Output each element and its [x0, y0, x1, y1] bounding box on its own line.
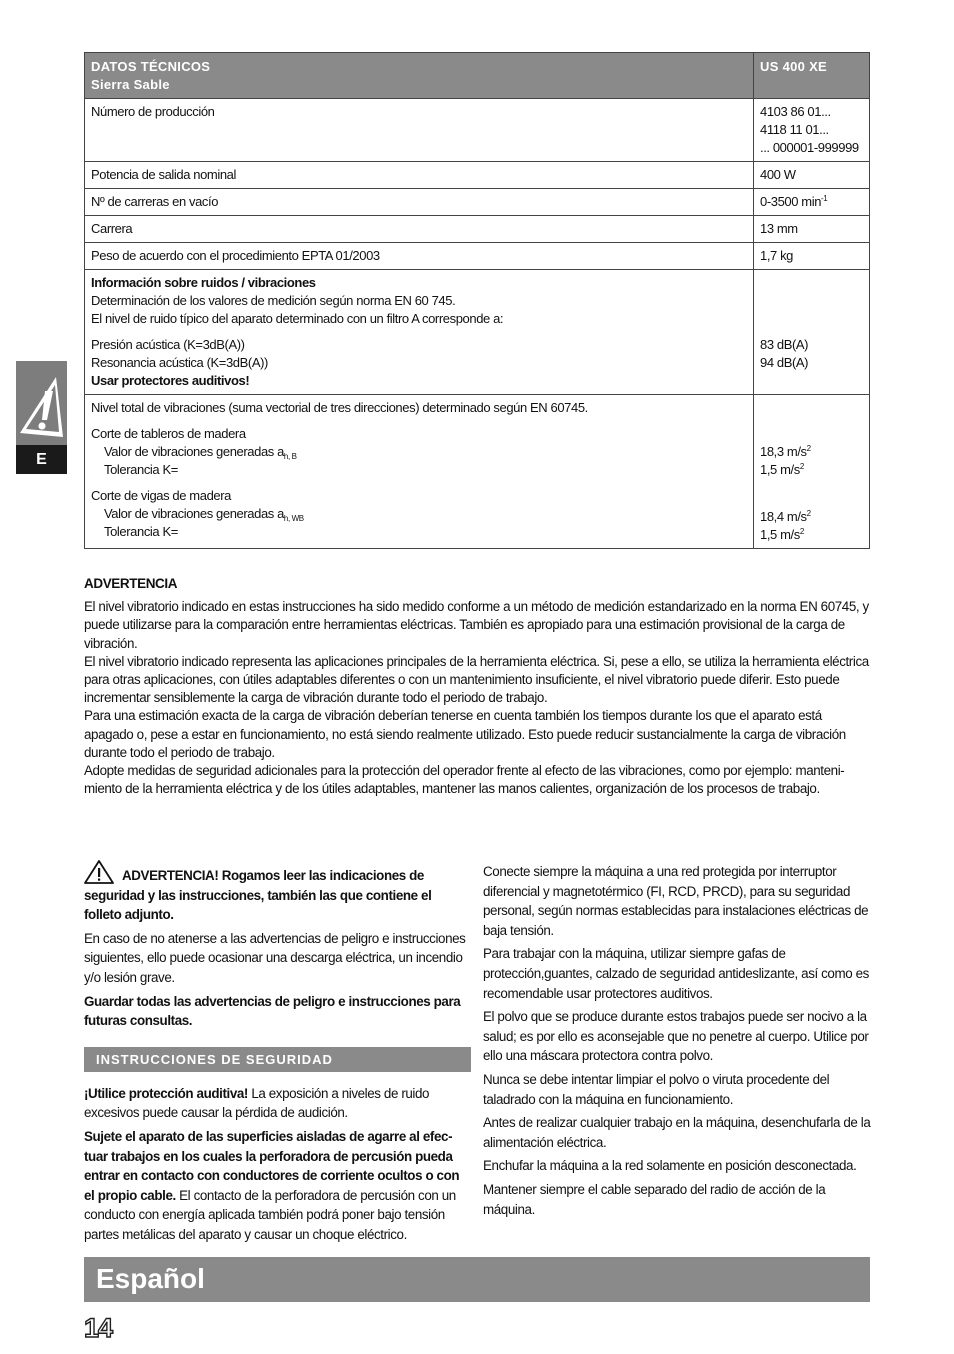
production-values [754, 99, 870, 162]
ear-protection-paragraph [84, 1084, 471, 1123]
ear-protection-text: La exposición a niveles de ruido excesivos puede causar la pérdida de audición. [84, 1085, 430, 1121]
stroke-label: Carrera [85, 216, 754, 243]
weight-label: Peso de acuerdo con el procedimiento EPTA 01/2003 [85, 243, 754, 270]
strokes-unit-exponent: -1 [821, 194, 828, 203]
boards-title: Corte de tableros de madera [91, 426, 246, 441]
safety-warning-heading [84, 860, 471, 925]
value-text: 18,3 m/s [760, 444, 807, 459]
beams-vibration-value [760, 508, 863, 526]
noise-title: Información sobre ruidos / vibraciones [91, 275, 316, 290]
advertencia-paragraph: El nivel vibratorio indicado en estas instrucciones ha sido medido conforme a un método de medición estandarizado en la norma EN 60745, y puede utilizarse para la comparación entre herramientas eléctricas. También es apropiado para una estimación provisional de la carga de vibración. [84, 599, 869, 651]
right-column [483, 862, 871, 1223]
boards-vib-text: Valor de vibraciones generadas a [104, 444, 284, 459]
production-value: ... 000001-999999 [760, 140, 859, 155]
boards-tolerance-value [760, 461, 863, 479]
beams-title: Corte de vigas de madera [91, 488, 231, 503]
pressure-label: Presión acústica (K=3dB(A)) [91, 337, 245, 352]
warning-tab-background [16, 361, 67, 445]
table-row [85, 243, 870, 270]
advertencia-title: ADVERTENCIA [84, 576, 178, 591]
weight-value: 1,7 kg [754, 243, 870, 270]
table-header [85, 53, 870, 99]
beams-tolerance-value [760, 526, 863, 544]
pressure-value: 83 dB(A) [760, 337, 809, 352]
noise-line: El nivel de ruido típico del aparato determinado con un filtro A corresponde a: [91, 311, 504, 326]
safety-warning-text: En caso de no atenerse a las advertencias de peligro e instrucciones siguientes, ello puede ocasionar una descarga eléctrica, un incendio y/o lesión grave. [84, 930, 466, 985]
warning-triangle-icon [16, 361, 67, 445]
power-value: 400 W [754, 162, 870, 189]
exponent: 2 [806, 509, 811, 518]
header-model: US 400 XE [754, 53, 870, 99]
resonance-value: 94 dB(A) [760, 355, 809, 370]
table-row [85, 162, 870, 189]
strokes-value: 0-3500 min [760, 194, 822, 209]
boards-vib-subscript: h, B [283, 452, 297, 461]
table-row [85, 216, 870, 243]
table-row [85, 270, 870, 395]
noise-line: Determinación de los valores de medición según norma EN 60 745. [91, 293, 456, 308]
vibration-values-cell [754, 395, 870, 549]
paragraph-cable: Mantener siempre el cable separado del radio de acción de la máquina. [483, 1181, 826, 1217]
grip-text: El contacto de la perforadora de percusión con un conducto con energía aplicada también podrá poner bajo tensión partes metálicas del aparato y causar un choque eléctrico. [84, 1187, 456, 1242]
paragraph-cleaning: Nunca se debe intentar limpiar el polvo o viruta procedente del taladrado con la máquina en funcionamiento. [483, 1071, 830, 1107]
language-label: Español [96, 1263, 205, 1294]
advertencia-text [84, 598, 870, 798]
production-value: 4118 11 01... [760, 122, 829, 137]
production-label: Número de producción [85, 99, 754, 162]
exponent: 2 [799, 462, 804, 471]
advertencia-paragraph: El nivel vibratorio indicado representa las aplicaciones principales de la herramienta eléctrica. Si, pese a ello, se utiliza la herramienta eléctrica para otras aplicaciones, con útiles adaptables diferentes o con un mantenimiento insuficiente, el nivel vibratorio puede diferir. Esto puede incrementar sensiblemente la carga de vibración durante todo el periodo de trabajo. [84, 653, 869, 706]
table-row [85, 395, 870, 549]
exponent: 2 [806, 444, 811, 453]
boards-tolerance-label: Tolerancia K= [104, 462, 178, 477]
beams-tolerance-label: Tolerancia K= [104, 524, 178, 539]
grip-bold: Sujete el aparato de las superficies aisladas de agarre al efec-tuar trabajos en los cuales la perforadora de percusión pueda entrar en contacto con conductores de corriente ocultos o con el propio cable. [84, 1128, 460, 1203]
language-side-tab [16, 361, 67, 474]
boards-vibration-value [760, 443, 863, 461]
paragraph-unplug: Antes de realizar cualquier trabajo en la máquina, desenchufarla de la alimentación eléctrica. [483, 1115, 871, 1150]
technical-data-table [84, 52, 870, 549]
power-label: Potencia de salida nominal [85, 162, 754, 189]
language-letter: E [16, 445, 67, 474]
page-number: 14 [84, 1313, 113, 1343]
warning-triangle-icon [84, 860, 114, 884]
advertencia-section [84, 575, 870, 798]
resonance-label: Resonancia acústica (K=3dB(A)) [91, 355, 268, 370]
ear-protection-bold: ¡Utilice protección auditiva! [84, 1085, 248, 1101]
strokes-value-cell [754, 189, 870, 216]
left-column [84, 860, 471, 1249]
value-text: 1,5 m/s [760, 527, 800, 542]
beams-vibration-label [91, 505, 747, 523]
production-value: 4103 86 01... [760, 104, 831, 119]
stroke-value: 13 mm [754, 216, 870, 243]
header-title: DATOS TÉCNICOS [91, 59, 211, 74]
beams-vib-subscript: h, WB [283, 514, 304, 523]
exponent: 2 [799, 527, 804, 536]
section-header-safety: INSTRUCCIONES DE SEGURIDAD [84, 1047, 471, 1072]
paragraph-protection: Para trabajar con la máquina, utilizar siempre gafas de protección,guantes, calzado de seguridad antideslizante, así como es recomendable usar protectores auditivos. [483, 946, 869, 1001]
strokes-label: Nº de carreras en vacío [85, 189, 754, 216]
grip-paragraph [84, 1127, 471, 1245]
noise-values-cell [754, 270, 870, 395]
value-text: 1,5 m/s [760, 462, 800, 477]
vibration-info-cell [85, 395, 754, 549]
paragraph-rcd: Conecte siempre la máquina a una red protegida por interruptor diferencial y magnetotérmico (FI, RCD, PRCD), para su seguridad personal, según normas establecidas para instalaciones eléctricas de baja tensión. [483, 864, 869, 938]
header-title-cell [85, 53, 754, 99]
value-text: 18,4 m/s [760, 509, 807, 524]
advertencia-paragraph: Adopte medidas de seguridad adicionales para la protección del operador frente al efecto de las vibraciones, como por ejemplo: manteni-miento de la herramienta eléctrica y de los útiles adaptables, mantener las manos calientes, organización de los procesos de trabajo. [84, 763, 845, 797]
advertencia-paragraph: Para una estimación exacta de la carga de vibración deberían tenerse en cuenta también los tiempos durante los que el aparato está apagado o, pese a estar en funcionamiento, no está siendo realmente utilizado. Esto puede reducir sustancialmente la carga de vibración durante todo el periodo de trabajo. [84, 708, 846, 760]
boards-vibration-label [91, 443, 747, 461]
safety-warning-title: ADVERTENCIA! Rogamos leer las indicaciones de seguridad y las instrucciones, también las que contiene el folleto adjunto. [84, 868, 432, 923]
language-footer-bar [84, 1257, 870, 1302]
vibration-total: Nivel total de vibraciones (suma vectorial de tres direcciones) determinado según EN 60745. [91, 400, 588, 415]
noise-info-cell [85, 270, 754, 395]
paragraph-plug-in: Enchufar la máquina a la red solamente en posición desconectada. [483, 1158, 857, 1174]
table-row [85, 99, 870, 162]
keep-instructions: Guardar todas las advertencias de peligro e instrucciones para futuras consultas. [84, 993, 461, 1029]
header-subtitle: Sierra Sable [91, 77, 170, 92]
beams-vib-text: Valor de vibraciones generadas a [104, 506, 284, 521]
paragraph-dust: El polvo que se produce durante estos trabajos puede ser nocivo a la salud; es por ello es aconsejable que no penetre al cuerpo. Utilice por ello una máscara protectora contra polvo. [483, 1009, 869, 1064]
ear-protection-note: Usar protectores auditivos! [91, 373, 250, 388]
table-row [85, 189, 870, 216]
